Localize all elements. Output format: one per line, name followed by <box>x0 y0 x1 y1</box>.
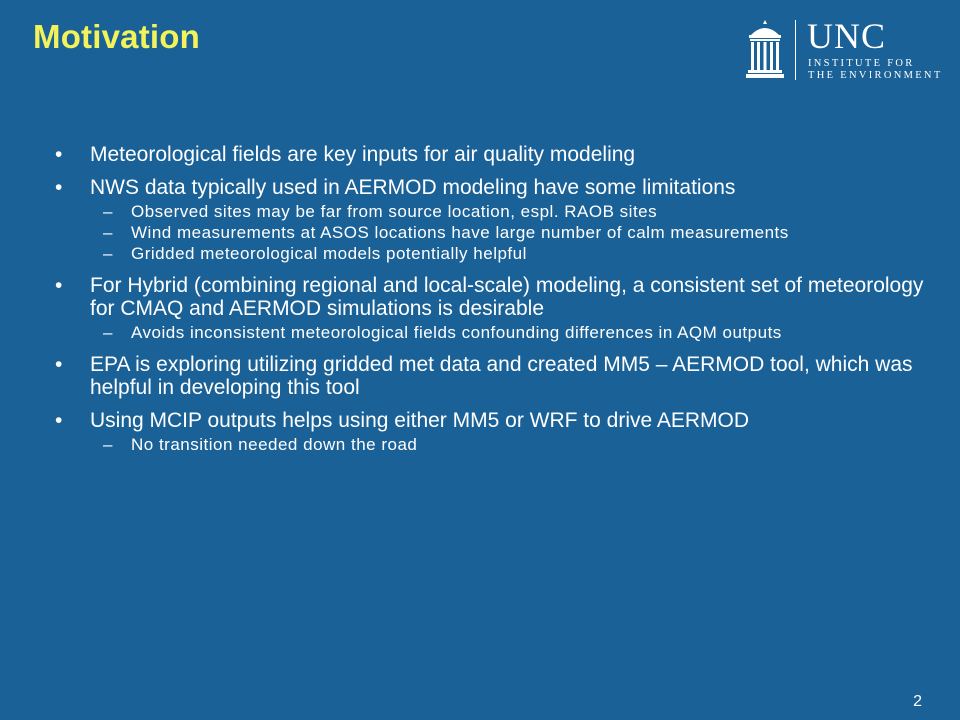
sub-bullet-item <box>90 243 935 264</box>
bullet-item <box>55 409 935 455</box>
sub-bullet-list <box>90 201 935 264</box>
bullet-item <box>55 353 935 399</box>
sub-bullet-dash: – <box>103 323 113 342</box>
sub-bullet-item <box>90 322 935 343</box>
sub-bullet-text: No transition needed down the road <box>131 435 418 454</box>
bullet-dot: • <box>55 274 63 297</box>
sub-bullet-dash: – <box>103 435 113 454</box>
sub-bullet-list <box>90 434 935 455</box>
bullet-item <box>55 176 935 264</box>
sub-bullet-dash: – <box>103 202 113 221</box>
bullet-text: Using MCIP outputs helps using either MM5 or WRF to drive AERMOD <box>90 409 750 432</box>
bullet-text: NWS data typically used in AERMOD modeling have some limitations <box>90 176 736 199</box>
bullet-text: EPA is exploring utilizing gridded met data and created MM5 – AERMOD tool, which was helpful in developing this tool <box>90 353 913 399</box>
sub-bullet-list <box>90 322 935 343</box>
bullet-item <box>55 274 935 343</box>
sub-bullet-item <box>90 434 935 455</box>
sub-bullet-item <box>90 222 935 243</box>
logo-subtitle-line1: INSTITUTE FOR <box>808 58 915 69</box>
sub-bullet-item <box>90 201 935 222</box>
slide-title: Motivation <box>33 18 200 55</box>
sub-bullet-text: Wind measurements at ASOS locations have large number of calm measurements <box>131 223 789 242</box>
old-well-icon <box>744 18 786 80</box>
bullet-dot: • <box>55 353 63 376</box>
logo-subtitle-line2: THE ENVIRONMENT <box>808 70 943 81</box>
sub-bullet-text: Observed sites may be far from source location, espl. RAOB sites <box>131 202 658 221</box>
bullet-text: Meteorological fields are key inputs for air quality modeling <box>90 143 636 166</box>
logo-subtitle <box>808 58 943 82</box>
bullet-text: For Hybrid (combining regional and local-scale) modeling, a consistent set of meteorology for CMAQ and AERMOD simulations is desirable <box>90 274 924 320</box>
logo-unc-text: UNC <box>807 16 887 56</box>
bullet-dot: • <box>55 176 63 199</box>
unc-logo <box>740 16 950 84</box>
logo-divider <box>795 20 796 80</box>
page-number: 2 <box>913 693 922 710</box>
bullet-list <box>55 143 935 465</box>
bullet-dot: • <box>55 409 63 432</box>
bullet-dot: • <box>55 143 63 166</box>
sub-bullet-dash: – <box>103 244 113 263</box>
sub-bullet-text: Gridded meteorological models potentially helpful <box>131 244 527 263</box>
bullet-item <box>55 143 935 166</box>
sub-bullet-text: Avoids inconsistent meteorological fields confounding differences in AQM outputs <box>131 323 782 342</box>
sub-bullet-dash: – <box>103 223 113 242</box>
